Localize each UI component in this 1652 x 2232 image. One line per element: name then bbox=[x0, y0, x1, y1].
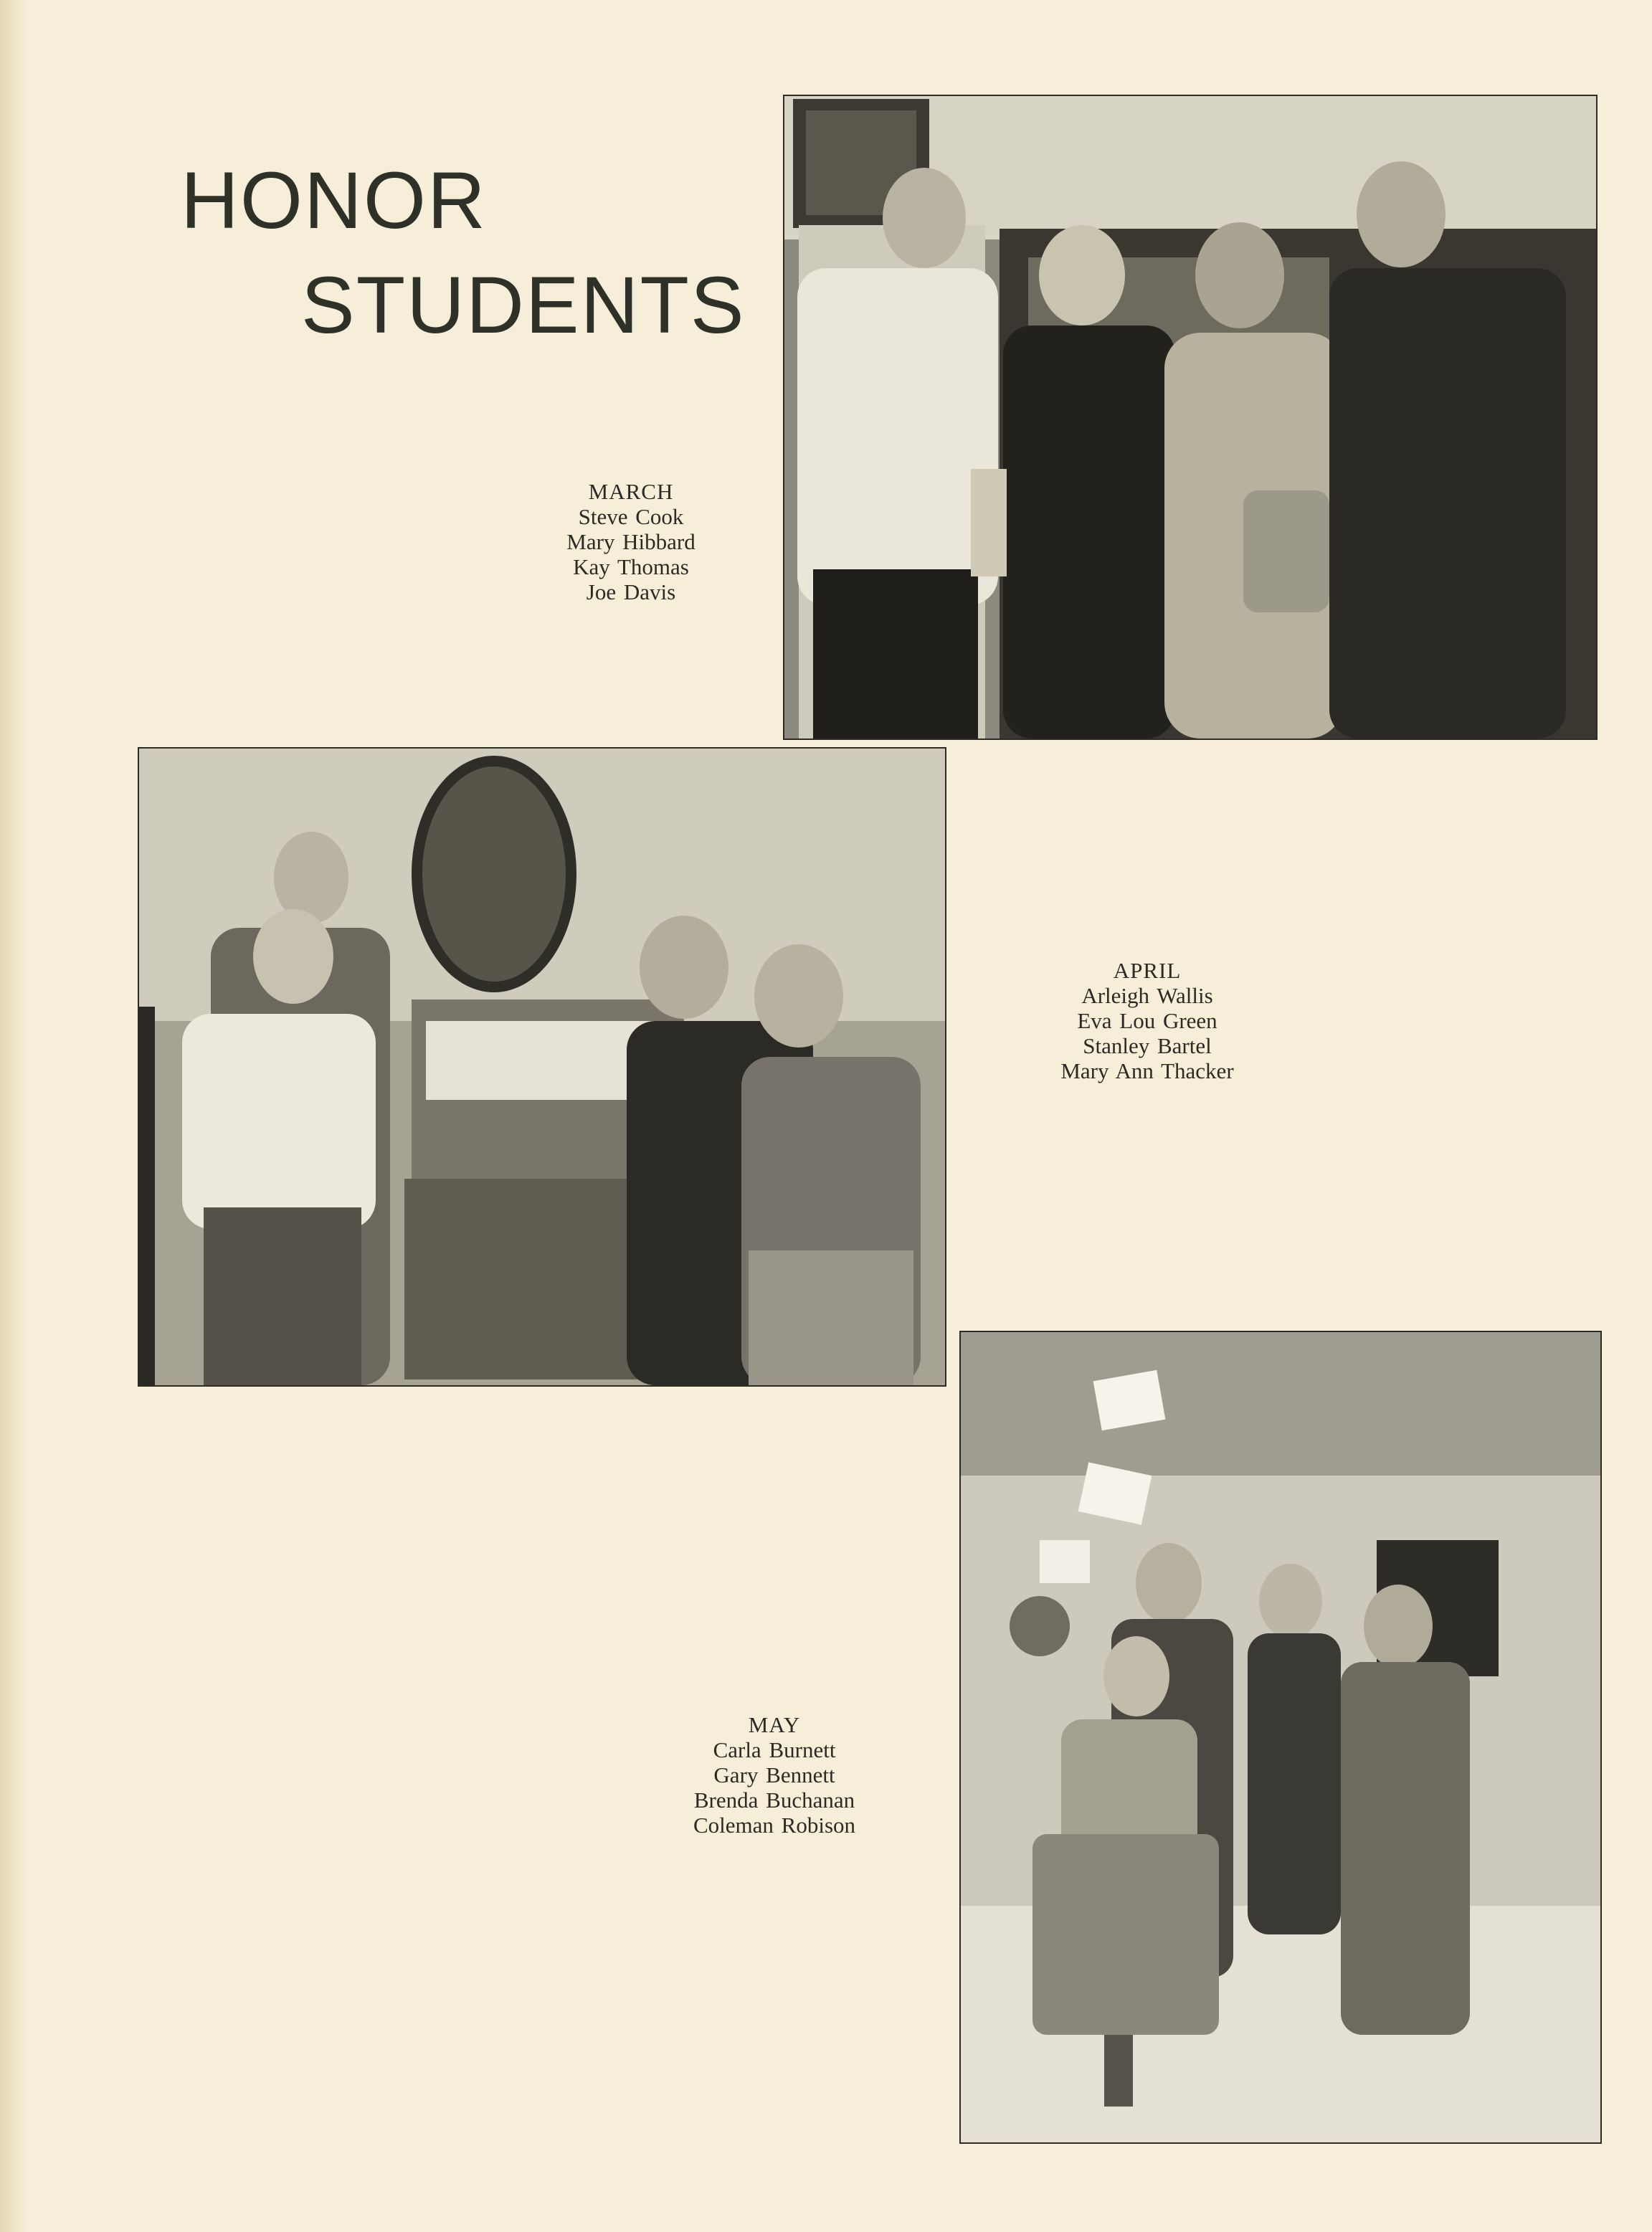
page-binding-edge bbox=[0, 0, 26, 2232]
student-name: Joe Davis bbox=[586, 579, 676, 604]
caption-may bbox=[631, 1712, 918, 1838]
page-title-line-2: STUDENTS bbox=[301, 260, 746, 350]
student-name: Steve Cook bbox=[578, 504, 684, 529]
student-name: Coleman Robison bbox=[693, 1813, 856, 1838]
student-name: Eva Lou Green bbox=[1077, 1008, 1217, 1033]
april-photo bbox=[138, 747, 946, 1387]
may-photo bbox=[959, 1331, 1602, 2144]
caption-april bbox=[997, 958, 1298, 1083]
student-name: Mary Hibbard bbox=[566, 529, 696, 554]
student-name: Arleigh Wallis bbox=[1081, 983, 1213, 1008]
march-photo bbox=[783, 95, 1598, 740]
month-heading: MARCH bbox=[588, 479, 674, 504]
month-heading: APRIL bbox=[1113, 958, 1182, 983]
student-name: Brenda Buchanan bbox=[693, 1787, 855, 1813]
month-heading: MAY bbox=[748, 1712, 801, 1737]
caption-march bbox=[495, 479, 767, 604]
student-name: Carla Burnett bbox=[713, 1737, 836, 1762]
student-name: Stanley Bartel bbox=[1083, 1033, 1212, 1058]
student-name: Kay Thomas bbox=[573, 554, 689, 579]
student-name: Mary Ann Thacker bbox=[1060, 1058, 1234, 1083]
page-title-line-1: HONOR bbox=[181, 156, 487, 245]
student-name: Gary Bennett bbox=[713, 1762, 835, 1787]
